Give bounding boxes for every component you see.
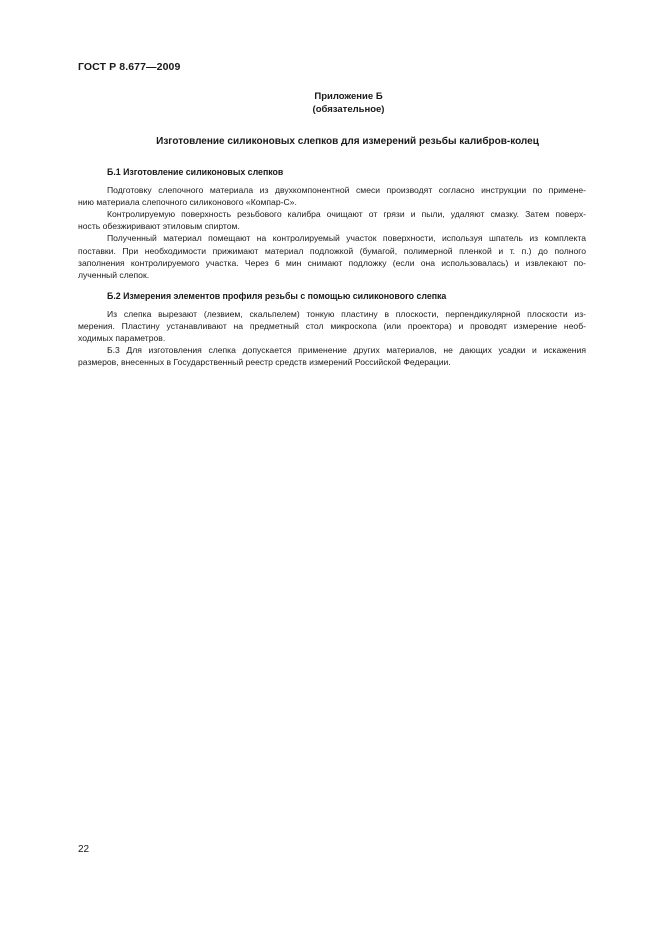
appendix-block [0, 91, 661, 116]
paragraph-line: поставки. При необходимости прижимают материал подложкой (бумагой, полимерной пленкой и т. п.) до полного [78, 245, 586, 256]
paragraph [78, 308, 586, 344]
paragraph-line: размеров, внесенных в Государственный реестр средств измерений Российской Федерации. [78, 357, 451, 368]
paragraph-line: Контролируемую поверхность резьбового калибра очищают от грязи и пыли, удаляют смазку. Затем поверх- [107, 209, 586, 220]
document-body [78, 166, 586, 368]
paragraph-line: Из слепка вырезают (лезвием, скальпелем) тонкую пластину в плоскости, перпендикулярной плоскости из- [107, 308, 586, 319]
section-b2 [78, 290, 586, 369]
appendix-label: Приложение Б [314, 91, 383, 102]
paragraph-line: Подготовку слепочного материала из двухкомпонентной смеси производят согласно инструкции по примене- [107, 185, 586, 196]
appendix-status: (обязательное) [312, 103, 385, 115]
paragraph-line: лученный слепок. [78, 269, 150, 280]
paragraph-line: нию материала слепочного силиконового «Компар-С». [78, 197, 297, 208]
paragraph-line: ность обезжиривают этиловым спиртом. [78, 221, 240, 232]
paragraph [78, 184, 586, 208]
appendix-title-text: Изготовление силиконовых слепков для измерений резьбы калибров-колец [156, 136, 539, 147]
section-heading: Б.2 Измерения элементов профиля резьбы с помощью силиконового слепка [107, 290, 447, 301]
paragraph-line: Б.3 Для изготовления слепка допускается применение других материалов, не дающих усадки и искажения [107, 345, 586, 356]
paragraph [78, 232, 586, 280]
paragraph-line: заполнения контролируемого участка. Через 6 мин снимают подложку (если она использовалась) и извлекают по- [78, 257, 586, 268]
appendix-title [0, 136, 661, 147]
paragraph [78, 208, 586, 232]
paragraph-line: Полученный материал помещают на контролируемый участок поверхности, используя шпатель из комплекта [107, 233, 586, 244]
paragraph [78, 344, 586, 368]
paragraph-line: ходимых параметров. [78, 333, 166, 344]
page-number: 22 [78, 844, 90, 855]
section-heading: Б.1 Изготовление силиконовых слепков [107, 167, 284, 177]
standard-designation: ГОСТ Р 8.677—2009 [78, 61, 181, 73]
section-b1 [78, 166, 586, 281]
paragraph-line: мерения. Пластину устанавливают на предметный стол микроскопа (или проектора) и проводят измерение необ- [78, 321, 586, 332]
